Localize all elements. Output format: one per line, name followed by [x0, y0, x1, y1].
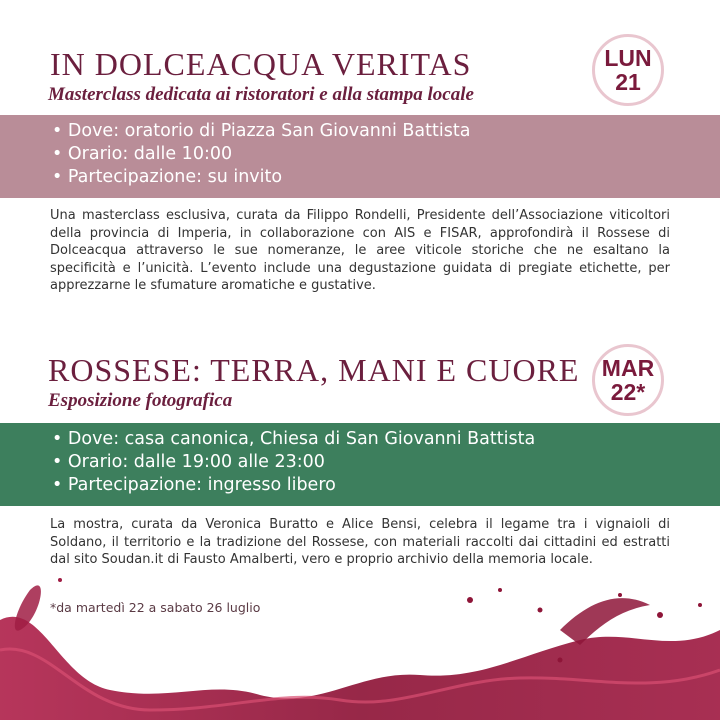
info-location: • Dove: oratorio di Piazza San Giovanni Battista	[52, 121, 471, 141]
info-location: • Dove: casa canonica, Chiesa di San Giovanni Battista	[52, 429, 536, 449]
event-title: ROSSESE: TERRA, MANI E CUORE	[48, 352, 580, 388]
date-day: 21	[615, 69, 641, 95]
event-subtitle: Esposizione fotografica	[48, 390, 233, 411]
wine-splash-image	[0, 560, 720, 720]
date-day: 22*	[610, 379, 646, 405]
info-participation: • Partecipazione: su invito	[52, 167, 283, 187]
info-participation: • Partecipazione: ingresso libero	[52, 475, 336, 495]
date-badge	[592, 34, 664, 106]
info-band	[0, 115, 720, 198]
date-weekday: MAR	[601, 355, 655, 381]
event-subtitle: Masterclass dedicata ai ristoratori e alla stampa locale	[48, 84, 474, 105]
info-time: • Orario: dalle 19:00 alle 23:00	[52, 452, 325, 472]
date-weekday: LUN	[604, 45, 652, 71]
event-title: IN DOLCEACQUA VERITAS	[50, 46, 472, 82]
footnote: *da martedì 22 a sabato 26 luglio	[50, 600, 261, 615]
date-badge	[592, 344, 664, 416]
event-description: Una masterclass esclusiva, curata da Filippo Rondelli, Presidente dell’Associazione viticoltori della provincia di Imperia, in collaborazione con AIS e FISAR, approfondirà il Rossese di Dolceacqua attraverso le sue nomeranze, le aree viticole storiche che ne esaltano la specificità e l’unicità. L’evento include una degustazione guidata di pregiate etichette, per apprezzarne le sfumature aromatiche e gustative.	[50, 208, 670, 293]
info-band	[0, 423, 720, 506]
event-description: La mostra, curata da Veronica Buratto e Alice Bensi, celebra il legame tra i vignaioli di Soldano, il territorio e la tradizione del Rossese, con materiali raccolti dai cittadini ed estratti dal sito Soudan.it di Fausto Amalberti, vero e proprio archivio della memoria locale.	[50, 517, 670, 567]
info-time: • Orario: dalle 10:00	[52, 144, 233, 164]
